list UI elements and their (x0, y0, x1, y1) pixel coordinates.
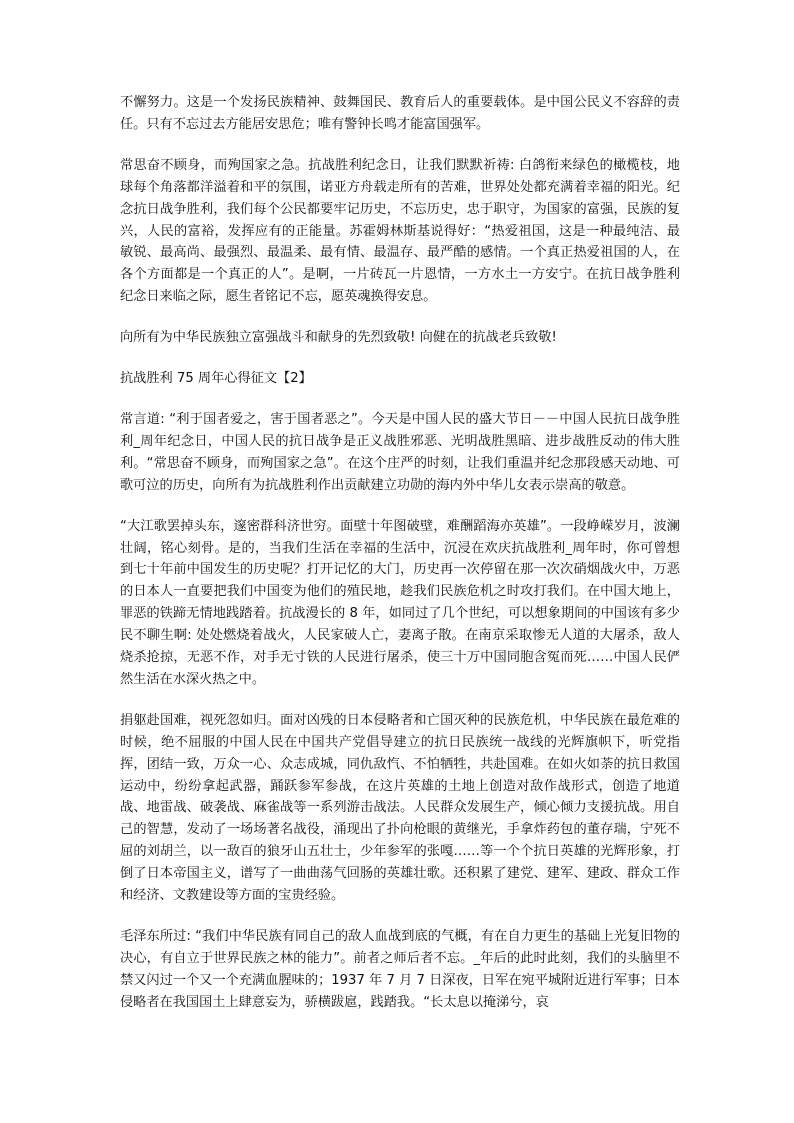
document-page (120, 92, 680, 1033)
paragraph-salute: 向所有为中华民族独立富强战斗和献身的先烈致敬! 向健在的抗战老兵致敬! (120, 330, 557, 346)
section-heading: 抗战胜利 75 周年心得征文【2】 (120, 371, 312, 387)
paragraph-intro: 不懈努力。这是一个发扬民族精神、鼓舞国民、教育后人的重要载体。是中国公民义不容辞的责任。只有不忘过去方能居安思危；唯有警钟长鸣才能富国强军。 (120, 95, 680, 132)
paragraph-commemoration: 常思奋不顾身，而殉国家之急。抗战胜利纪念日，让我们默默祈祷: 白鸽衔来绿色的橄榄枝，地球每个角落都洋溢着和平的氛围，诺亚方舟载走所有的苦难，世界处处都充满着幸福的阳光。纪念抗日战争胜利，我们每个公民都要牢记历史，不忘历史，忠于职守，为国家的富强，民族的复兴，人民的富裕，发挥应有的正能量。苏霍姆林斯基说得好：“热爱祖国，这是一种最纯洁、最敏锐、最高尚、最强烈、最温柔、最有情、最温存、最严酷的感情。一个真正热爱祖国的人，在各个方面都是一个真正的人”。是啊，一片砖瓦一片恩情，一方水土一方安宁。在抗日战争胜利纪念日来临之际，愿生者铭记不忘，愿英魂换得安息。 (120, 157, 680, 305)
paragraph-heroes: 捐躯赴国难，视死忽如归。面对凶残的日本侵略者和亡国灭种的民族危机，中华民族在最危难的时候，绝不屈服的中国人民在中国共产党倡导建立的抗日民族统一战线的光辉旗帜下，听党指挥，团结一致，万众一心、众志成城，同仇敌忾、不怕牺牲，共赴国难。在如火如荼的抗日救国运动中，纷纷拿起武器，踊跃参军参战，在这片英雄的土地上创造对敌作战形式，创造了地道战、地雷战、破袭战、麻雀战等一系列游击战法。人民群众发展生产，倾心倾力支援抗战。用自己的智慧，发动了一场场著名战役，涌现出了扑向枪眼的黄继光，手拿炸药包的董存瑞，宁死不屈的刘胡兰，以一敌百的狼牙山五壮士，少年参军的张嘎……等一个个抗日英雄的光辉形象，打倒了日本帝国主义，谱写了一曲曲荡气回肠的英雄壮歌。还积累了建党、建军、建政、群众工作和经济、文教建设等方面的宝贵经验。 (120, 712, 680, 904)
paragraph-history: “大江歌罢掉头东，邃密群科济世穷。面壁十年图破壁，难酬蹈海亦英雄”。一段峥嵘岁月，波澜壮阔，铭心刻骨。是的，当我们生活在幸福的生活中，沉浸在欢庆抗战胜利_周年时，你可曾想到七十年前中国发生的历史呢？打开记忆的大门，历史再一次停留在那一次次硝烟战火中，万恶的日本人一直要把我们中国变为他们的殖民地，趁我们民族危机之时攻打我们。在中国大地上，罪恶的铁蹄无情地践踏着。抗战漫长的 8 年，如同过了几个世纪，可以想象期间的中国该有多少民不聊生啊: 处处燃烧着战火，人民家破人亡，妻离子散。在南京采取惨无人道的大屠杀，敌人烧杀抢掠，无恶不作，对手无寸铁的人民进行屠杀，使三十万中国同胞含冤而死……中国人民俨然生活在水深火热之中。 (120, 518, 680, 687)
paragraph-mao-quote: 毛泽东所过: “我们中华民族有同自己的敌人血战到底的气概，有在自力更生的基础上光复旧物的决心，有自立于世界民族之林的能力”。前者之师后者不忘。_年后的此时此刻，我们的头脑里不禁又闪过一个又一个充满血腥味的；1937 年 7 月 7 日深夜，日军在宛平城附近进行军事；日本侵略者在我国国土上肆意妄为，骄横跋扈，践踏我。“长太息以掩涕兮，哀 (120, 929, 680, 1010)
paragraph-proverb: 常言道: “利于国者爱之，害于国者恶之”。今天是中国人民的盛大节日－－中国人民抗日战争胜利_周年纪念日，中国人民的抗日战争是正义战胜邪恶、光明战胜黑暗、进步战胜反动的伟大胜利。“常思奋不顾身，而殉国家之急”。在这个庄严的时刻，让我们重温并纪念那段感天动地、可歌可泣的历史，向所有为抗战胜利作出贡献建立功勋的海内外中华儿女表示崇高的敬意。 (120, 411, 680, 493)
